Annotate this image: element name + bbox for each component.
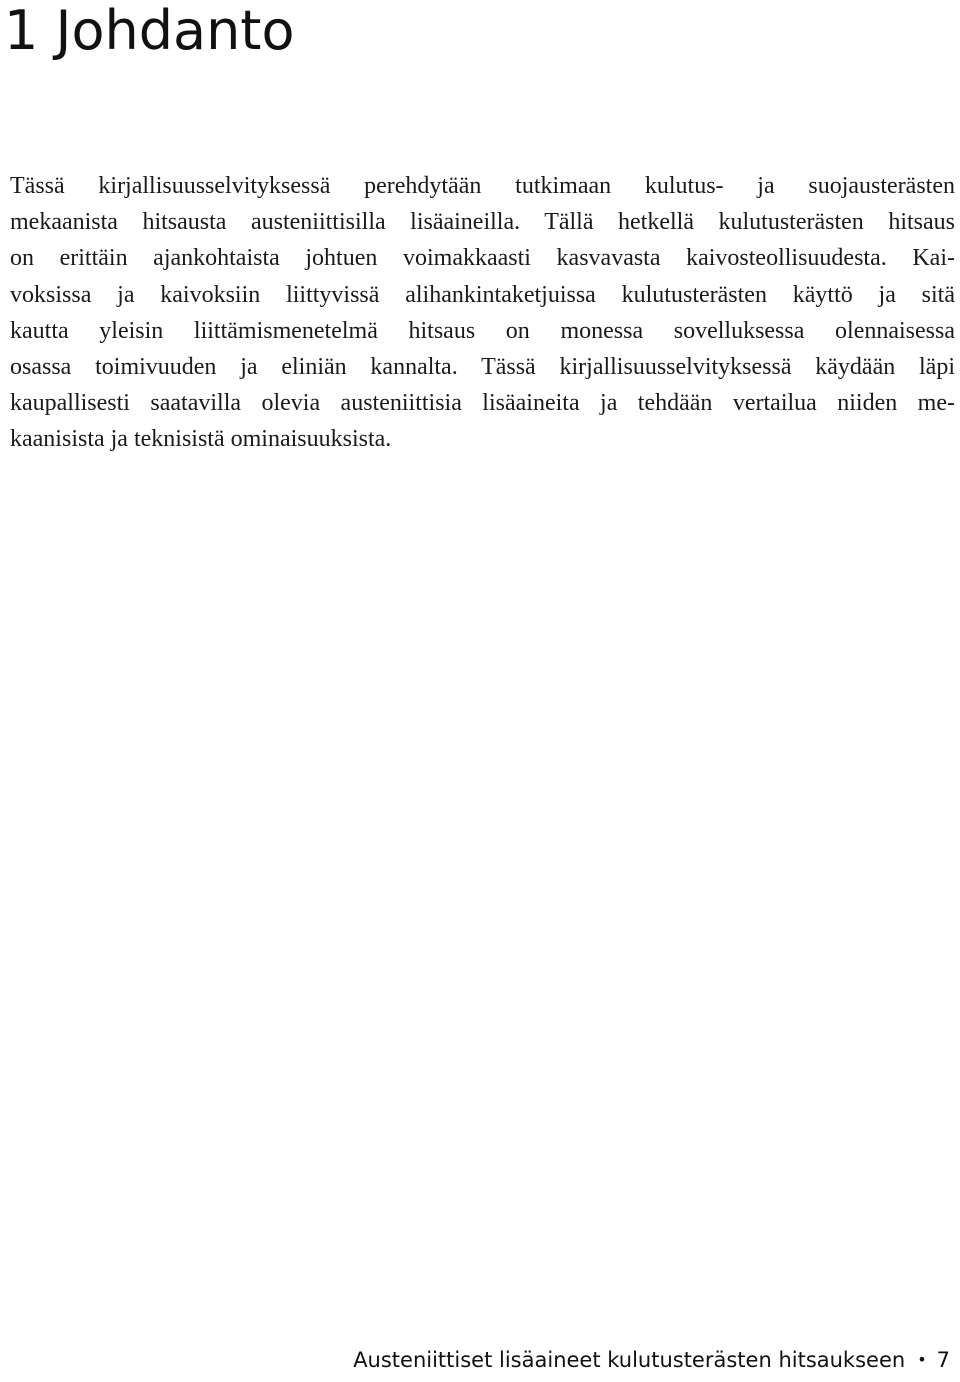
page-title: 1 Johdanto — [4, 0, 295, 62]
paragraph-line: mekaanista hitsausta austeniittisilla lisäaineilla. Tällä hetkellä kulutusterästen hitsaus — [10, 209, 955, 236]
paragraph-line: kaanisista ja teknisistä ominaisuuksista. — [10, 426, 392, 453]
paragraph-line: osassa toimivuuden ja eliniän kannalta. Tässä kirjallisuusselvityksessä käydään läpi — [10, 353, 955, 380]
paragraph-line: kaupallisesti saatavilla olevia austeniittisia lisäaineita ja tehdään vertailua niiden me- — [10, 390, 955, 417]
paragraph-line: voksissa ja kaivoksiin liittyvissä alihankintaketjuissa kulutusterästen käyttö ja sitä — [10, 281, 955, 308]
paragraph-line: on erittäin ajankohtaista johtuen voimakkaasti kasvavasta kaivosteollisuudesta. Kai- — [10, 245, 955, 272]
bullet-separator: • — [917, 1350, 927, 1369]
paragraph-line: kautta yleisin liittämismenetelmä hitsaus on monessa sovelluksessa olennaisessa — [10, 317, 955, 344]
body-paragraph — [10, 168, 955, 458]
running-title: Austeniittiset lisäaineet kulutusterästen hitsaukseen — [353, 1348, 906, 1372]
page-footer — [353, 1346, 950, 1374]
page-number: 7 — [936, 1348, 950, 1372]
paragraph-line: Tässä kirjallisuusselvityksessä perehdytään tutkimaan kulutus- ja suojausterästen — [10, 173, 955, 199]
